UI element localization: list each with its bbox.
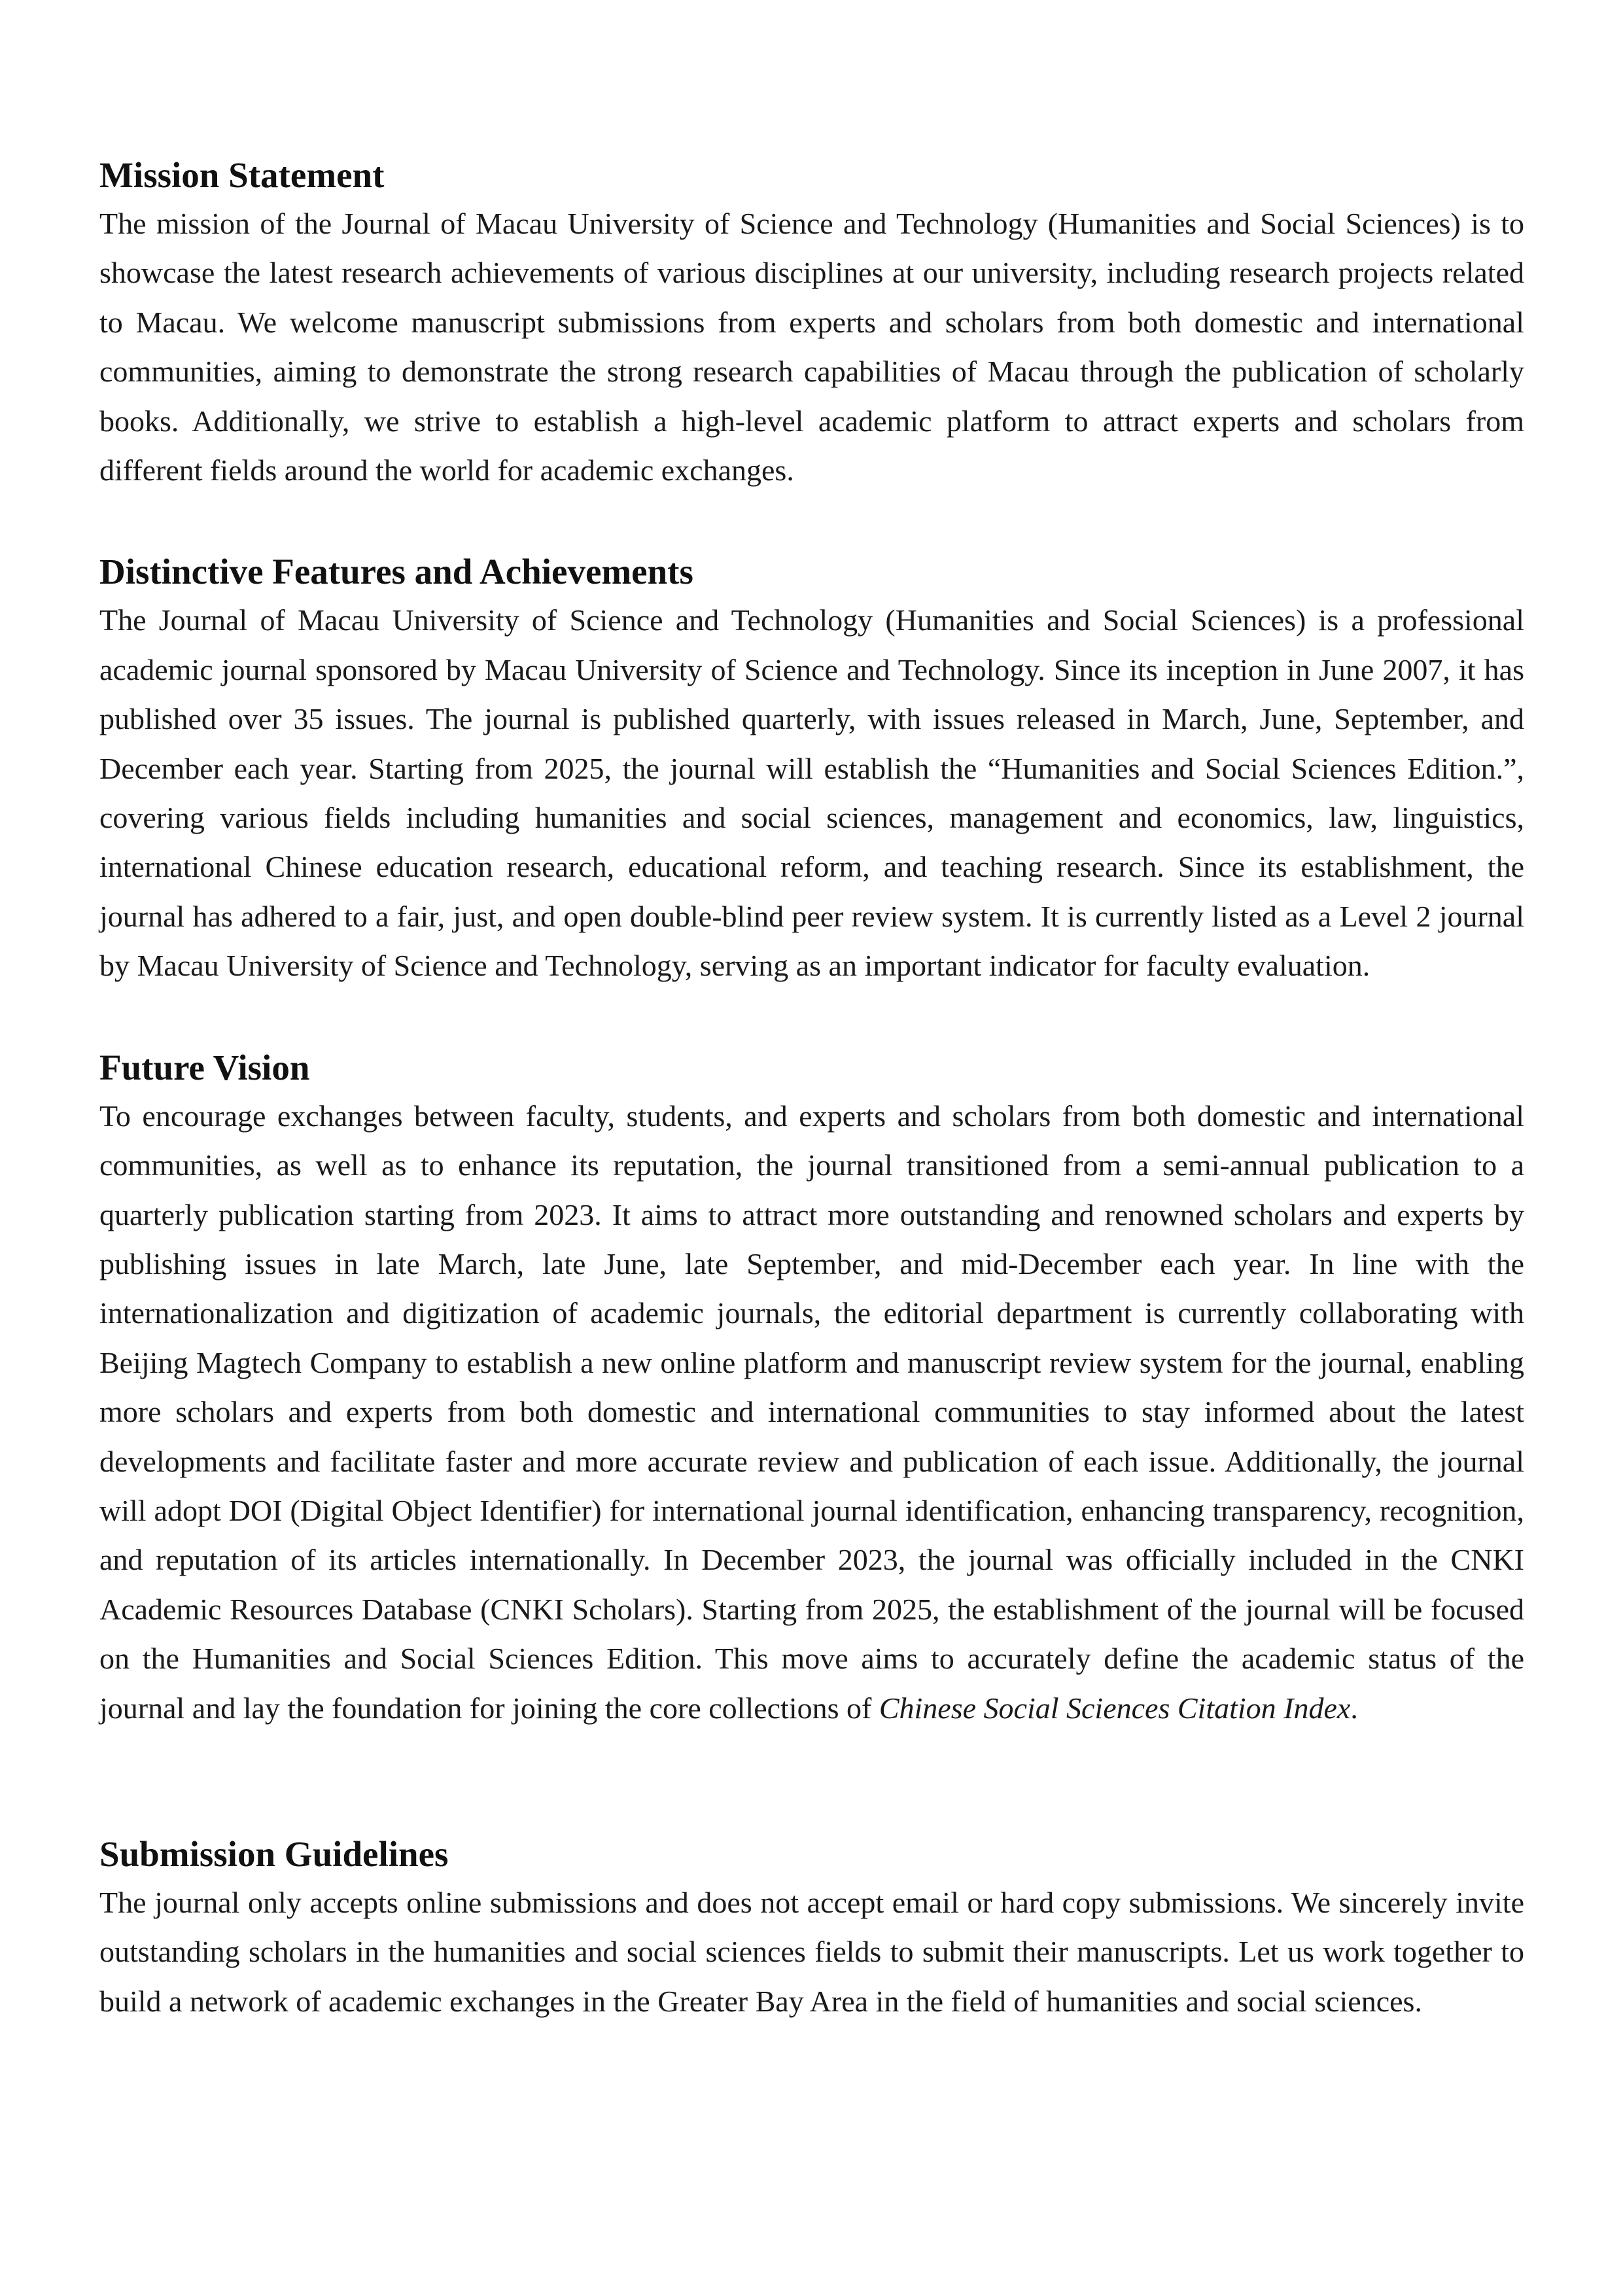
paragraph-distinctive-features: The Journal of Macau University of Science and Technology (Humanities and Social Sciences) is a professional academic journal sponsored by Macau University of Science and Technology. Since its inception in June 2007, it has published over 35 issues. The journal is published quarterly, with issues released in March, June, September, and December each year. Starting from 2025, the journal will establish the “Humanities and Social Sciences Edition.”, covering various fields including humanities and social sciences, management and economics, law, linguistics, international Chinese education research, educational reform, and teaching research. Since its establishment, the journal has adhered to a fair, just, and open double-blind peer review system. It is currently listed as a Level 2 journal by Macau University of Science and Technology, serving as an important indicator for faculty evaluation. [99,603,1524,983]
section-spacer [99,1733,1524,1831]
heading-mission-statement: Mission Statement [99,155,385,195]
heading-future-vision: Future Vision [99,1047,310,1087]
section-distinctive-features [99,548,1524,990]
section-mission-statement [99,152,1524,495]
paragraph-future-vision [99,1091,1524,1733]
paragraph-future-vision-text: To encourage exchanges between faculty, students, and experts and scholars from both domestic and international communities, as well as to enhance its reputation, the journal transitioned from a semi-annual publication to a quarterly publication starting from 2023. It aims to attract more outstanding and renowned scholars and experts by publishing issues in late March, late June, late September, and mid-December each year. In line with the internationalization and digitization of academic journals, the editorial department is currently collaborating with Beijing Magtech Company to establish a new online platform and manuscript review system for the journal, enabling more scholars and experts from both domestic and international communities to stay informed about the latest developments and facilitate faster and more accurate review and publication of each issue. Additionally, the journal will adopt DOI (Digital Object Identifier) for international journal identification, enhancing transparency, recognition, and reputation of its articles internationally. In December 2023, the journal was officially included in the CNKI Academic Resources Database (CNKI Scholars). Starting from 2025, the establishment of the journal will be focused on the Humanities and Social Sciences Edition. This move aims to accurately define the academic status of the journal and lay the foundation for joining the core collections of [99,1099,1524,1725]
section-spacer [99,495,1524,548]
heading-distinctive-features: Distinctive Features and Achievements [99,552,693,592]
section-future-vision [99,1044,1524,1733]
section-submission-guidelines [99,1831,1524,2026]
paragraph-future-vision-end: . [1350,1691,1358,1725]
paragraph-mission-statement: The mission of the Journal of Macau University of Science and Technology (Humanities and Social Sciences) is to showcase the latest research achievements of various disciplines at our university, including research projects related to Macau. We welcome manuscript submissions from experts and scholars from both domestic and international communities, aiming to demonstrate the strong research capabilities of Macau through the publication of scholarly books. Additionally, we strive to establish a high-level academic platform to attract experts and scholars from different fields around the world for academic exchanges. [99,207,1524,487]
section-spacer [99,991,1524,1044]
document-page [99,152,1524,2026]
paragraph-submission-guidelines: The journal only accepts online submissions and does not accept email or hard copy submissions. We sincerely invite outstanding scholars in the humanities and social sciences fields to submit their manuscripts. Let us work together to build a network of academic exchanges in the Greater Bay Area in the field of humanities and social sciences. [99,1885,1524,2018]
heading-submission-guidelines: Submission Guidelines [99,1833,449,1874]
citation-index-title: Chinese Social Sciences Citation Index [879,1691,1351,1725]
